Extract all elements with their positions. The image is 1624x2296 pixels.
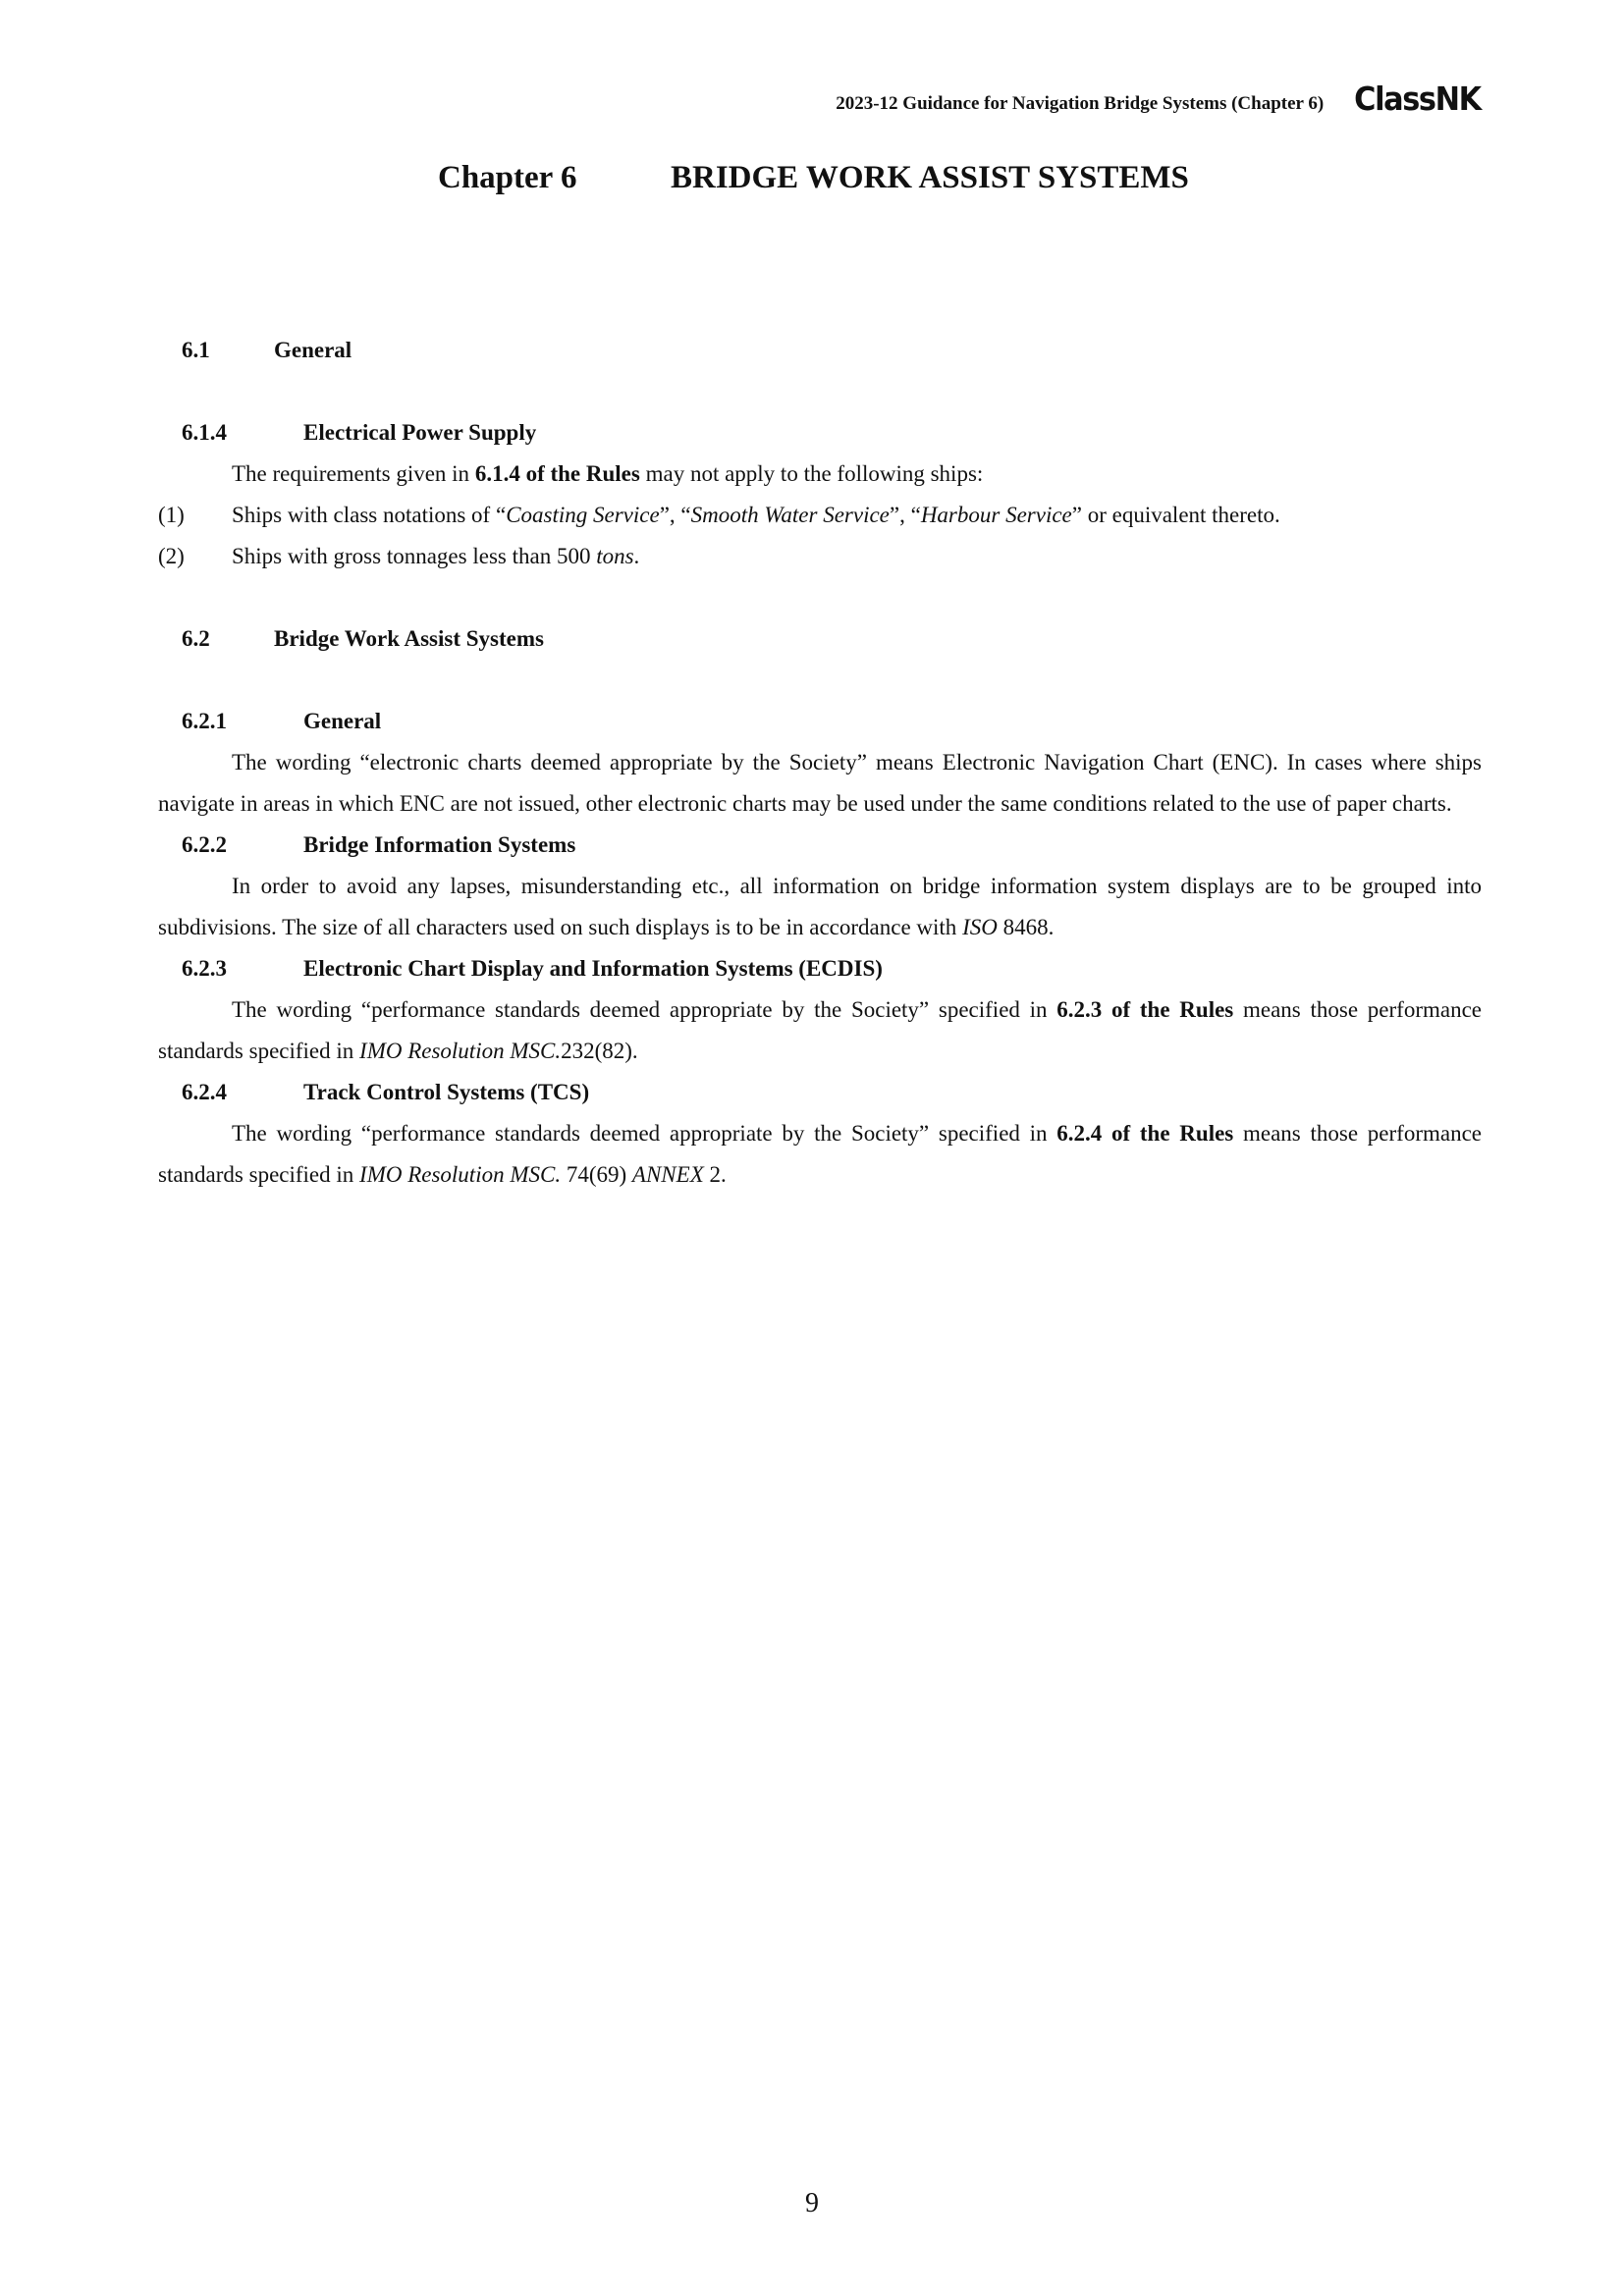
page-number: 9: [805, 2188, 819, 2218]
section-heading-6-2-2: 6.2.2 Bridge Information Systems: [182, 832, 576, 857]
section-heading-6-2-3: 6.2.3 Electronic Chart Display and Information Systems (ECDIS): [182, 956, 883, 981]
paragraph-6-1-4: The requirements given in 6.1.4 of the Rules may not apply to the following ships:: [232, 461, 984, 486]
list-item: (1) Ships with class notations of “Coasting Service”, “Smooth Water Service”, “Harbour Service” or equivalent thereto.: [158, 503, 1280, 527]
paragraph-6-2-4: The wording “performance standards deemed appropriate by the Society” specified in 6.2.4 of the Rules means those performance standards specified in IMO Resolution MSC. 74(69) ANNEX 2.: [158, 1121, 1482, 1187]
section-heading-6-2-4: 6.2.4 Track Control Systems (TCS): [182, 1080, 590, 1104]
section-heading-6-1-4: 6.1.4 Electrical Power Supply: [182, 420, 537, 445]
page-header: [836, 80, 1481, 118]
paragraph-6-2-2: In order to avoid any lapses, misunderstanding etc., all information on bridge information system displays are to be grouped into subdivisions. The size of all characters used on such displays is to be in accordance with ISO 8468.: [158, 874, 1482, 939]
section-heading-6-2-1: 6.2.1 General: [182, 709, 382, 733]
document-body: [158, 330, 1482, 1196]
chapter-heading: BRIDGE WORK ASSIST SYSTEMS: [671, 160, 1189, 195]
section-heading-6-2: 6.2 Bridge Work Assist Systems: [182, 626, 544, 651]
classnk-logo: ClassNK: [1354, 80, 1481, 118]
paragraph-6-2-3: The wording “performance standards deemed appropriate by the Society” specified in 6.2.3 of the Rules means those performance standards specified in IMO Resolution MSC.232(82).: [158, 997, 1482, 1063]
paragraph-6-2-1: The wording “electronic charts deemed appropriate by the Society” means Electronic Navigation Chart (ENC). In cases where ships navigate in areas in which ENC are not issued, other electronic charts may be used under the same conditions related to the use of paper charts.: [158, 750, 1482, 816]
chapter-number: Chapter 6: [438, 160, 577, 195]
running-title: 2023-12 Guidance for Navigation Bridge Systems (Chapter 6): [836, 93, 1325, 114]
list-item: (2) Ships with gross tonnages less than 500 tons.: [158, 544, 640, 568]
section-heading-6-1: 6.1 General: [182, 338, 352, 362]
